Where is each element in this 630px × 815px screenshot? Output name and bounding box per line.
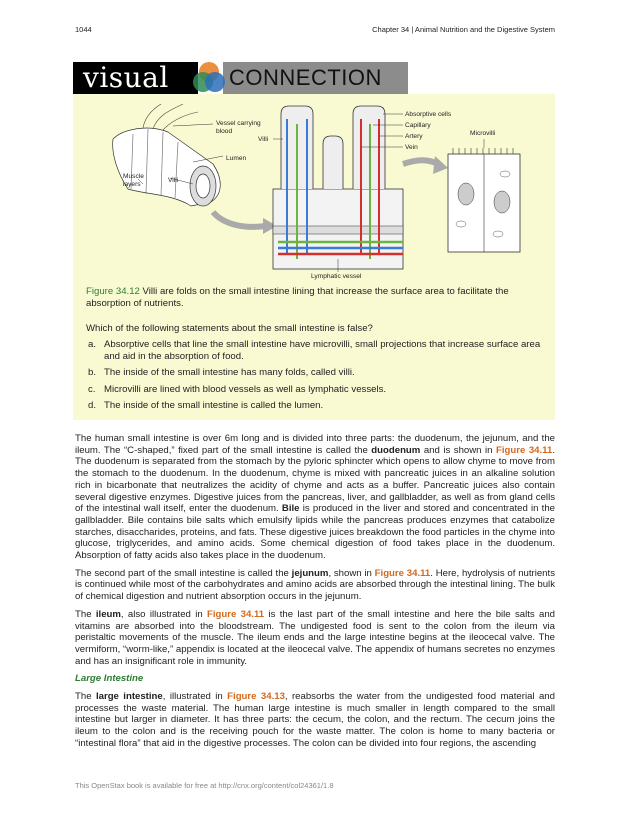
visual-connection-banner (73, 62, 408, 94)
page-number: 1044 (75, 25, 92, 34)
banner-word-visual: visual (83, 61, 169, 94)
figure-caption-text: Villi are folds on the small intestine lining that increase the surface area to facilitate the absorption of nutrients. (86, 286, 509, 309)
banner-word-connection: CONNECTION (229, 65, 382, 90)
label-capillary: Capillary (405, 122, 431, 129)
paragraph-large-intestine: The large intestine, illustrated in Figure 34.13, reabsorbs the water from the undigested food material and processes the waste material. The human large intestine is much smaller in length compared to the small intestine but larger in diameter. It has three parts: the cecum, the colon, and the rectum. The cecum joins the ileum to the colon and is the receiving pouch for the waste matter. The colon is home to many bacteria or “intestinal flora” that aid in the digestive processes. The colon can be divided into four regions, the ascending (75, 691, 555, 749)
label-absorptive-cells: Absorptive cells (405, 111, 452, 118)
figure-caption (86, 286, 548, 310)
arrow-2-head (433, 156, 448, 174)
option-d: d. The inside of the small intestine is called the lumen. (88, 400, 324, 411)
label-artery: Artery (405, 133, 423, 140)
footer-note: This OpenStax book is available for free at http://cnx.org/content/col24361/1.8 (75, 781, 334, 790)
option-b: b. The inside of the small intestine has many folds, called villi. (88, 367, 355, 378)
figure-link[interactable]: Figure 34.11 (496, 444, 553, 456)
paragraph-jejunum: The second part of the small intestine is called the jejunum, shown in Figure 34.11. Here, hydrolysis of nutrients is continued while most of the carbohydrates and amino acids are absorbed through the intestinal lining. The bulk of chemical digestion and nutrient absorption occurs in the jejunum. (75, 567, 555, 603)
arrow-1 (213, 212, 265, 227)
label-villi-left: Villi (168, 177, 179, 184)
microvilli-cell-drawing (448, 148, 520, 252)
label-vessel-line2: blood (216, 128, 233, 135)
arrow-2 (403, 160, 438, 164)
figure-link[interactable]: Figure 34.13 (227, 691, 285, 703)
villi-cross-section (273, 106, 403, 269)
label-lumen: Lumen (226, 155, 247, 162)
label-muscle-line1: Muscle (123, 173, 144, 180)
figure-caption-label: Figure 34.12 (86, 286, 140, 297)
label-microvilli: Microvilli (470, 130, 496, 137)
answer-options (86, 339, 548, 417)
intestine-tube-drawing (113, 128, 221, 206)
label-vein: Vein (405, 144, 418, 151)
small-intestine-illustration (73, 94, 555, 286)
venn-logo-icon (191, 60, 227, 96)
blood-vessel-lines (143, 104, 198, 130)
label-lymphatic-vessel: Lymphatic vessel (311, 273, 362, 280)
figure-panel (73, 94, 555, 420)
chapter-header: Chapter 34 | Animal Nutrition and the Digestive System (372, 25, 555, 34)
figure-link[interactable]: Figure 34.11 (374, 567, 431, 579)
label-villi-mid: Villi (258, 136, 269, 143)
question-prompt: Which of the following statements about the small intestine is false? (86, 323, 373, 334)
paragraph-small-intestine: The human small intestine is over 6m long and is divided into three parts: the duodenum, the jejunum, and the ileum. The “C-shaped,” fixed part of the small intestine is called the duodenum and is shown in Figure 34.11. The duodenum is separated from the stomach by the pyloric sphincter which opens to allow chyme to move from the stomach to the duodenum. In the duodenum, chyme is mixed with pancreatic juices in an alkaline solution rich in bicarbonate that neutralizes the acidity of chyme and acts as a buffer. Pancreatic juices also contain several digestive enzymes. Digestive juices from the pancreas, liver, and gallbladder, as well as from gland cells of the intestinal wall itself, enter the duodenum. Bile is produced in the liver and stored and concentrated in the gallbladder. Bile contains bile salts which emulsify lipids while the pancreas produces enzymes that catabolize starches, disaccharides, proteins, and fats. These digestive juices breakdown the food particles in the chyme into glucose, triglycerides, and amino acids. Some chemical digestion of food takes place in the duodenum. Absorption of fatty acids also takes place in the duodenum. (75, 433, 555, 562)
paragraph-ileum: The ileum, also illustrated in Figure 34.11 is the last part of the small intestine and here the bile salts and vitamins are absorbed into the bloodstream. The undigested food is sent to the colon from the ileum via peristaltic movements of the muscle. The ileum ends and the large intestine begins at the ileocecal valve. The vermiform, “worm-like,” appendix is located at the ileocecal valve. The appendix of humans secretes no enzymes and has an insignificant role in immunity. (75, 608, 556, 667)
option-a: a. Absorptive cells that line the small intestine have microvilli, small projections that increase surface area and aid in the absorption of food. (88, 339, 541, 362)
option-c: c. Microvilli are lined with blood vessels as well as lymphatic vessels. (88, 383, 387, 395)
subheading-large-intestine: Large Intestine (75, 673, 144, 685)
figure-link[interactable]: Figure 34.11 (207, 608, 265, 620)
label-muscle-line2: layers (123, 181, 141, 188)
body-text (75, 433, 555, 756)
label-vessel-line1: Vessel carrying (216, 120, 261, 127)
